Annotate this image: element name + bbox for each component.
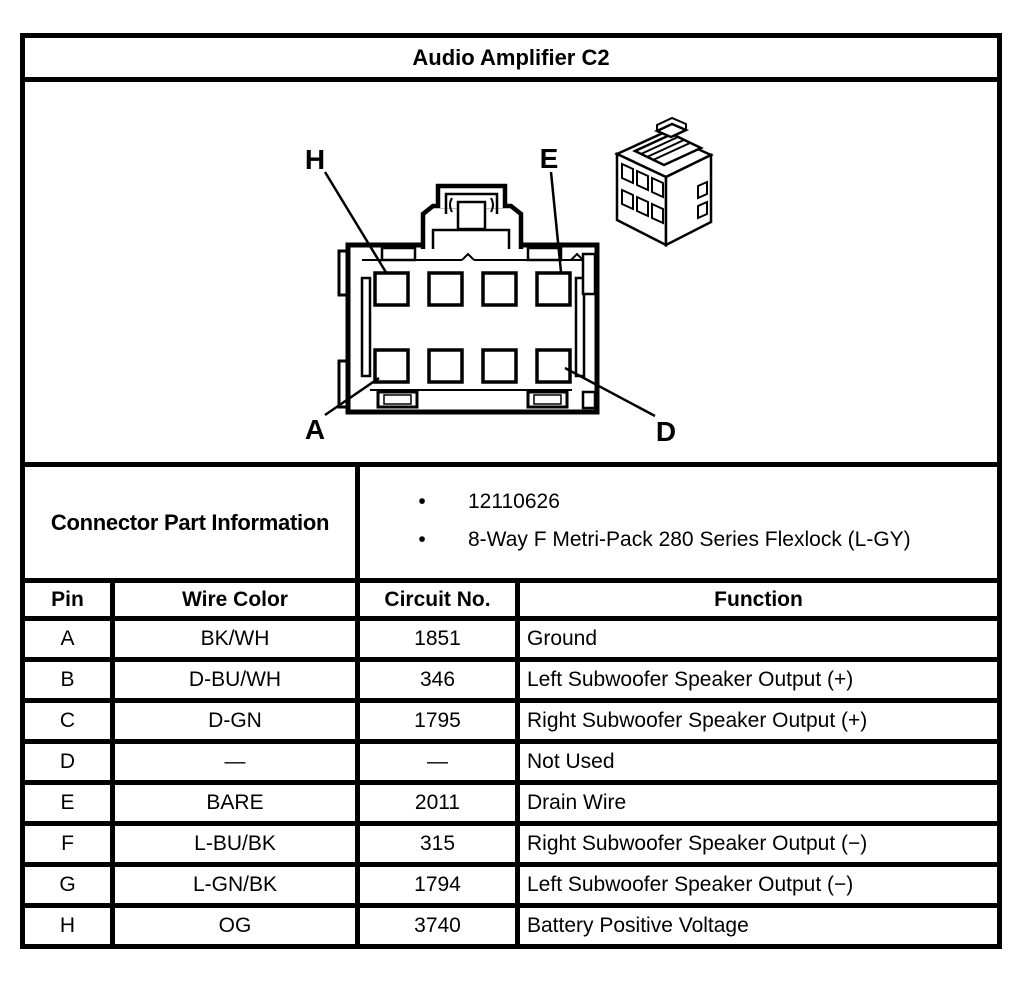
- wire-color-cell: D-BU/WH: [113, 660, 358, 701]
- pin-row-g: [23, 865, 1000, 906]
- bullet-icon: •: [418, 528, 426, 551]
- pin-label-a: A: [304, 414, 326, 445]
- pin-label-h: H: [304, 144, 326, 175]
- circuit-no-cell: 1851: [358, 619, 518, 660]
- connector-diagram: [25, 82, 997, 462]
- wire-color-cell: OG: [113, 906, 358, 947]
- part-number-text: 12110626: [468, 490, 560, 513]
- function-cell: Left Subwoofer Speaker Output (+): [518, 660, 1000, 701]
- function-cell: Drain Wire: [518, 783, 1000, 824]
- function-cell: Not Used: [518, 742, 1000, 783]
- part-number-item: [360, 483, 997, 521]
- diagram-area: [23, 80, 1000, 465]
- pin-row-c: [23, 701, 1000, 742]
- circuit-no-cell: 2011: [358, 783, 518, 824]
- connector-type-text: 8-Way F Metri-Pack 280 Series Flexlock (L-GY): [468, 528, 911, 551]
- pin-row-h: [23, 906, 1000, 947]
- function-cell: Left Subwoofer Speaker Output (−): [518, 865, 1000, 906]
- pin-row-e: [23, 783, 1000, 824]
- circuit-no-cell: 1795: [358, 701, 518, 742]
- part-info-bullet-list: [360, 467, 997, 559]
- pin-cell: F: [23, 824, 113, 865]
- circuit-no-cell: 1794: [358, 865, 518, 906]
- wire-color-cell: L-GN/BK: [113, 865, 358, 906]
- function-cell: Ground: [518, 619, 1000, 660]
- connector-type-item: [360, 521, 997, 559]
- wire-color-cell: BK/WH: [113, 619, 358, 660]
- pin-row-a: [23, 619, 1000, 660]
- wire-color-cell: L-BU/BK: [113, 824, 358, 865]
- function-column-header: Function: [518, 581, 1000, 619]
- pin-cell: G: [23, 865, 113, 906]
- pin-cell: C: [23, 701, 113, 742]
- circuit-no-cell: 346: [358, 660, 518, 701]
- wire-color-cell: D-GN: [113, 701, 358, 742]
- circuit-no-column-header: Circuit No.: [358, 581, 518, 619]
- page-title: Audio Amplifier C2: [23, 36, 1000, 80]
- pin-column-header: Pin: [23, 581, 113, 619]
- pin-row-b: [23, 660, 1000, 701]
- pin-label-d: D: [655, 416, 677, 447]
- pin-table-header-row: [23, 581, 1000, 619]
- connector-part-info-label: Connector Part Information: [23, 465, 358, 581]
- pin-cell: E: [23, 783, 113, 824]
- circuit-no-cell: 3740: [358, 906, 518, 947]
- wire-color-cell: —: [113, 742, 358, 783]
- connector-info-sheet: [20, 33, 1002, 949]
- bullet-icon: •: [418, 490, 426, 513]
- pin-cell: D: [23, 742, 113, 783]
- wire-color-column-header: Wire Color: [113, 581, 358, 619]
- connector-isometric-view: [617, 118, 711, 245]
- function-cell: Battery Positive Voltage: [518, 906, 1000, 947]
- pin-cell: B: [23, 660, 113, 701]
- circuit-no-cell: —: [358, 742, 518, 783]
- pin-row-f: [23, 824, 1000, 865]
- wire-color-cell: BARE: [113, 783, 358, 824]
- function-cell: Right Subwoofer Speaker Output (+): [518, 701, 1000, 742]
- connector-sheet-table: [20, 33, 1002, 949]
- pin-row-d: [23, 742, 1000, 783]
- function-cell: Right Subwoofer Speaker Output (−): [518, 824, 1000, 865]
- connector-part-info-values: [358, 465, 1000, 581]
- pin-cell: A: [23, 619, 113, 660]
- circuit-no-cell: 315: [358, 824, 518, 865]
- pin-label-e: E: [539, 143, 559, 174]
- pin-cell: H: [23, 906, 113, 947]
